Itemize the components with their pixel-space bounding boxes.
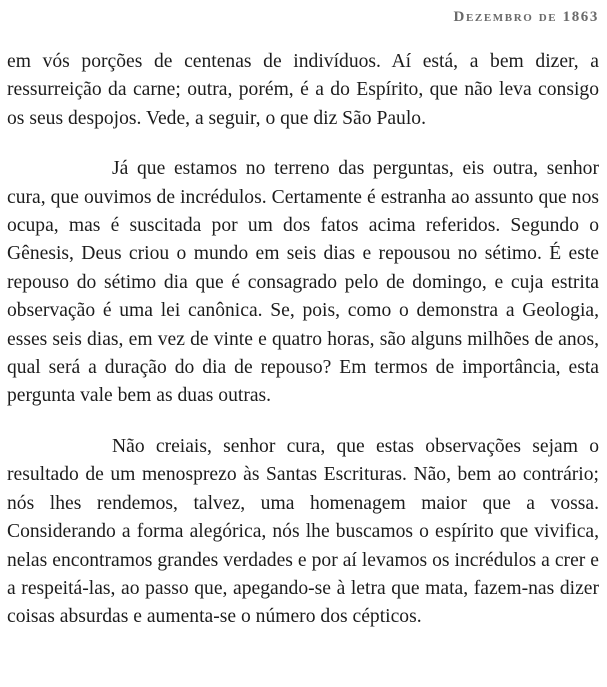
- paragraph-continued: em vós porções de centenas de indivíduos. Aí está, a bem dizer, a ressurreição da carne; outra, porém, é a do Espírito, que não leva consigo os seus despojos. Vede, a seguir, o que diz São Paulo.: [7, 51, 599, 129]
- running-header: Dezembro de 1863: [453, 9, 599, 25]
- page-body: [7, 48, 599, 632]
- paragraph: Não creiais, senhor cura, que estas observações sejam o resultado de um menosprezo às Santas Escrituras. Não, bem ao contrário; nós lhes rendemos, talvez, uma homenagem maior que a vossa. Considerando a forma alegórica, nós lhe buscamos o espírito que vivifica, nelas encontramos grandes verdades e por aí levamos os incrédulos a crer e a respeitá-las, ao passo que, apegando-se à letra que mata, fazem-nas dizer coisas absurdas e aumenta-se o número dos cépticos.: [7, 435, 599, 628]
- paragraph: Já que estamos no terreno das perguntas, eis outra, senhor cura, que ouvimos de incrédulos. Certamente é estranha ao assunto que nos ocupa, mas é suscitada por um dos fatos acima referidos. Segundo o Gênesis, Deus criou o mundo em seis dias e repousou no sétimo. É este repouso do sétimo dia que é consagrado pelo de domingo, e cuja estrita observação é uma lei canônica. Se, pois, como o demonstra a Geologia, esses seis dias, em vez de vinte e quatro horas, são alguns milhões de anos, qual será a duração do dia de repouso? Em termos de importância, esta pergunta vale bem as duas outras.: [7, 158, 599, 407]
